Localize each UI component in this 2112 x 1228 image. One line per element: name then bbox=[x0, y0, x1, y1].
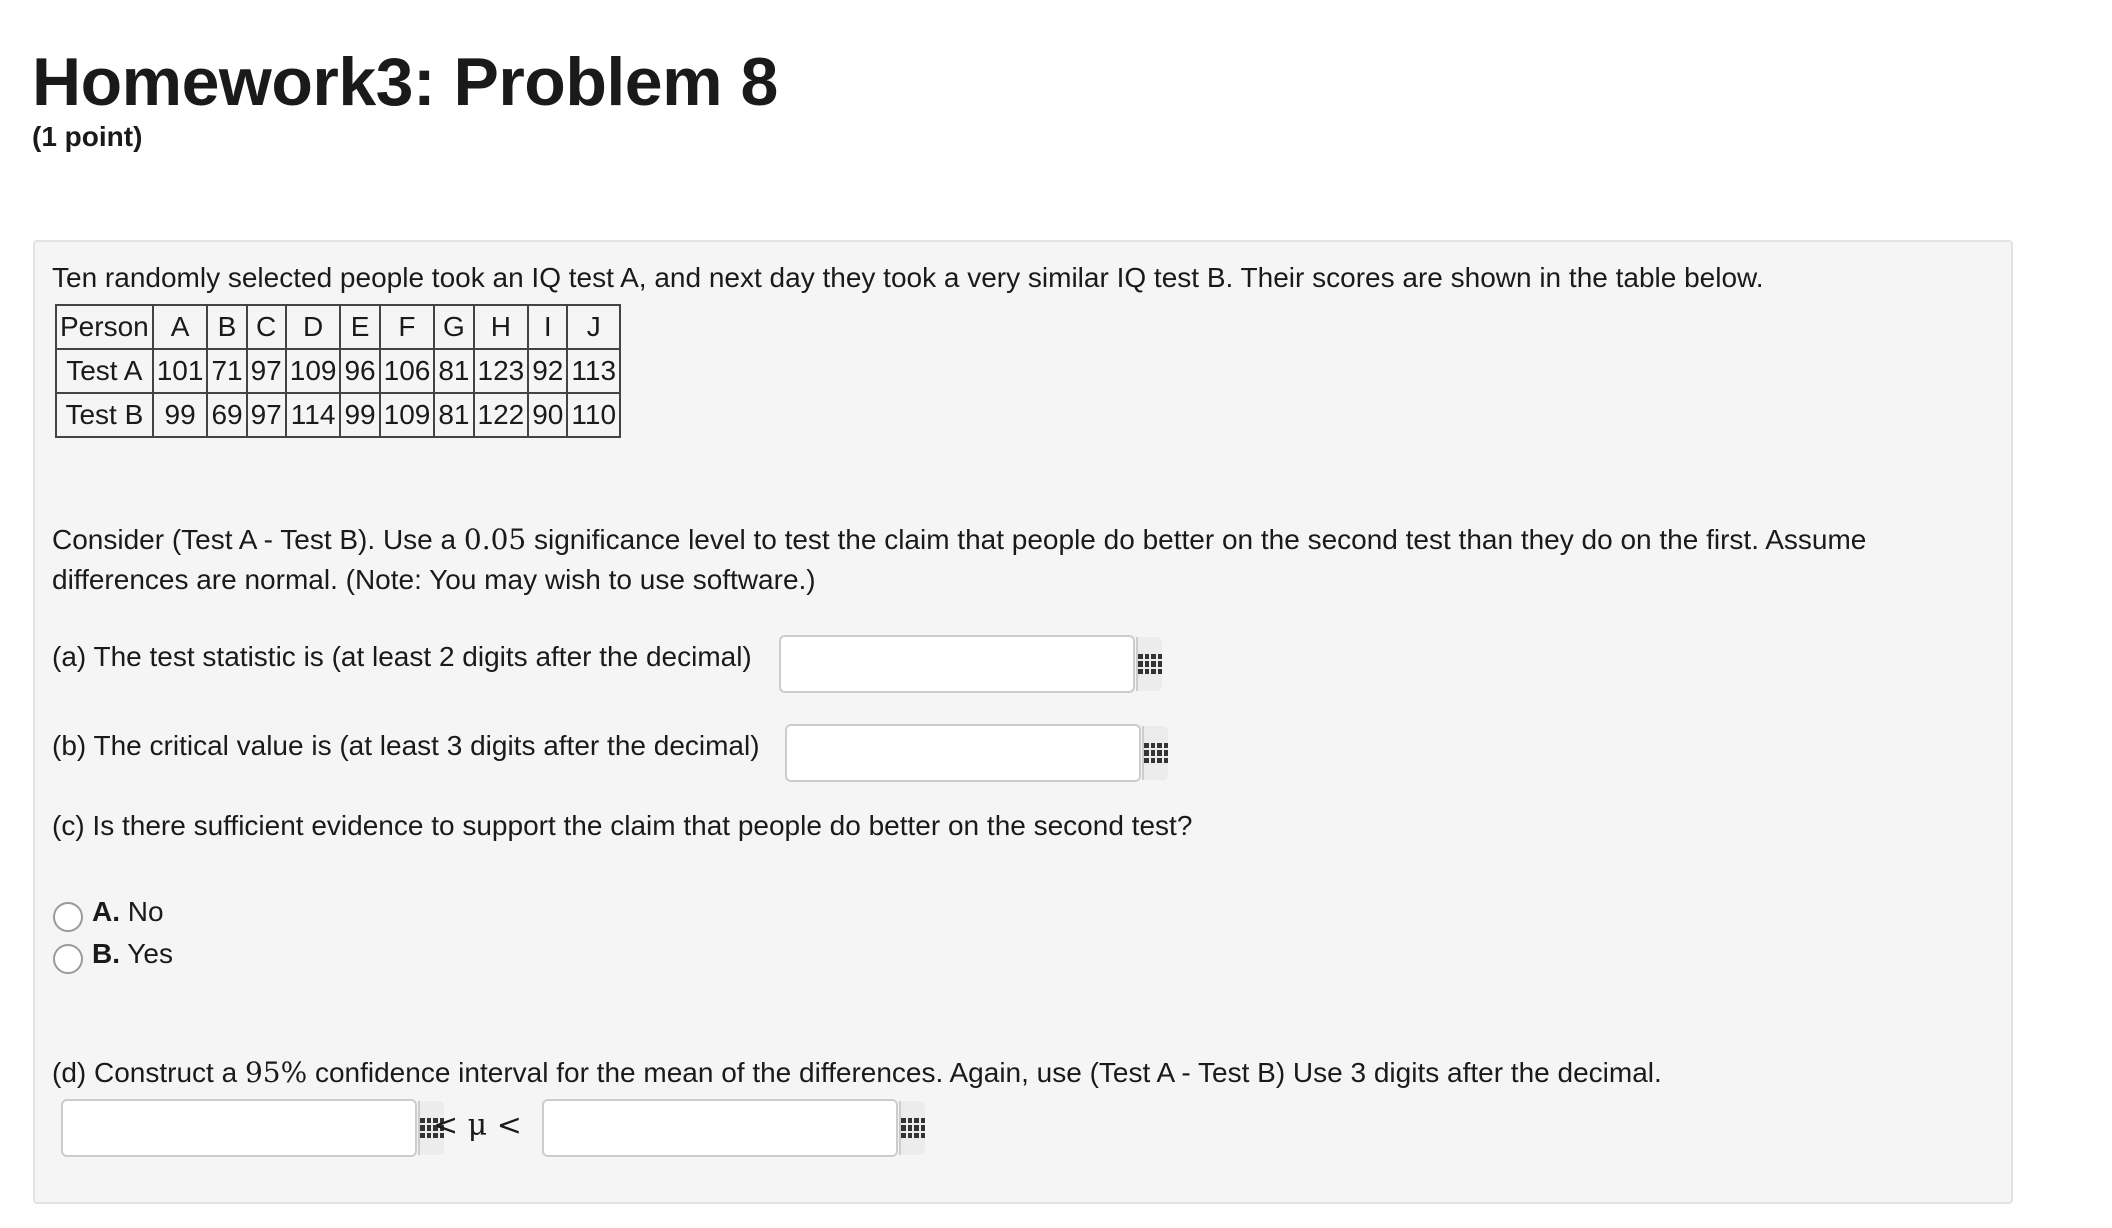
table-header-cell: A bbox=[153, 305, 208, 349]
table-cell: 109 bbox=[286, 349, 341, 393]
consider-text-line2: differences are normal. (Note: You may wish to use software.) bbox=[52, 564, 816, 595]
table-cell: 90 bbox=[528, 393, 567, 437]
equation-editor-button[interactable] bbox=[899, 1101, 925, 1155]
table-header-cell: J bbox=[567, 305, 620, 349]
option-a-label[interactable] bbox=[92, 894, 164, 930]
table-cell: 114 bbox=[286, 393, 341, 437]
confidence-level: 95% bbox=[244, 1056, 308, 1089]
table-cell: 71 bbox=[207, 349, 246, 393]
part-b-label: (b) The critical value is (at least 3 digits after the decimal) bbox=[52, 730, 760, 761]
significance-level: 0.05 bbox=[463, 523, 527, 556]
interval-lower-input[interactable] bbox=[63, 1101, 418, 1155]
table-header-cell: C bbox=[247, 305, 286, 349]
option-b-letter: B. bbox=[92, 938, 120, 969]
test-statistic-answer bbox=[779, 635, 1135, 693]
consider-text-post: significance level to test the claim that people do better on the second test than they do on the first. Assume bbox=[526, 524, 1867, 555]
table-cell: 97 bbox=[247, 393, 286, 437]
table-cell: 101 bbox=[153, 349, 208, 393]
table-cell: 109 bbox=[380, 393, 435, 437]
option-b-text: Yes bbox=[127, 938, 173, 969]
option-a-radio[interactable] bbox=[53, 902, 83, 932]
consider-text-line1 bbox=[52, 520, 1866, 560]
table-row bbox=[56, 393, 620, 437]
table-header-cell: E bbox=[340, 305, 379, 349]
table-cell: 92 bbox=[528, 349, 567, 393]
problem-points: (1 point) bbox=[32, 121, 143, 152]
critical-value-answer bbox=[785, 724, 1141, 782]
table-cell: 96 bbox=[340, 349, 379, 393]
option-b-label[interactable] bbox=[92, 936, 173, 972]
table-cell: 69 bbox=[207, 393, 246, 437]
table-cell: 97 bbox=[247, 349, 286, 393]
part-d-pre: (d) Construct a bbox=[52, 1057, 245, 1088]
table-cell: Test B bbox=[56, 393, 153, 437]
table-header-cell: H bbox=[474, 305, 529, 349]
option-a-letter: A. bbox=[92, 896, 120, 927]
test-statistic-input[interactable] bbox=[781, 637, 1136, 691]
table-cell: 122 bbox=[474, 393, 529, 437]
part-d-label bbox=[52, 1053, 1662, 1093]
table-header-row bbox=[56, 305, 620, 349]
table-header-cell: I bbox=[528, 305, 567, 349]
table-cell: 81 bbox=[434, 393, 473, 437]
interval-lower-answer bbox=[61, 1099, 417, 1157]
table-header-cell: Person bbox=[56, 305, 153, 349]
table-cell: 113 bbox=[567, 349, 620, 393]
table-cell: 106 bbox=[380, 349, 435, 393]
table-header-cell: G bbox=[434, 305, 473, 349]
table-cell: 123 bbox=[474, 349, 529, 393]
consider-text-pre: Consider (Test A - Test B). Use a bbox=[52, 524, 464, 555]
interval-upper-input[interactable] bbox=[544, 1101, 899, 1155]
table-header-cell: D bbox=[286, 305, 341, 349]
table-cell: 99 bbox=[340, 393, 379, 437]
grid-icon bbox=[901, 1118, 925, 1138]
part-c-label: (c) Is there sufficient evidence to support the claim that people do better on the second test? bbox=[52, 810, 1193, 841]
table-header-cell: F bbox=[380, 305, 435, 349]
option-a-text: No bbox=[127, 896, 164, 927]
part-a-label: (a) The test statistic is (at least 2 digits after the decimal) bbox=[52, 641, 752, 672]
interval-upper-answer bbox=[542, 1099, 898, 1157]
part-d-post: confidence interval for the mean of the differences. Again, use (Test A - Test B) Use 3 digits after the decimal. bbox=[307, 1057, 1662, 1088]
option-b-radio[interactable] bbox=[53, 944, 83, 974]
grid-icon bbox=[1138, 654, 1162, 674]
table-cell: 99 bbox=[153, 393, 208, 437]
table-cell: 81 bbox=[434, 349, 473, 393]
grid-icon bbox=[1144, 743, 1168, 763]
equation-editor-button[interactable] bbox=[1142, 726, 1168, 780]
table-header-cell: B bbox=[207, 305, 246, 349]
table-row bbox=[56, 349, 620, 393]
critical-value-input[interactable] bbox=[787, 726, 1142, 780]
table-cell: Test A bbox=[56, 349, 153, 393]
table-cell: 110 bbox=[567, 393, 620, 437]
equation-editor-button[interactable] bbox=[1136, 637, 1162, 691]
mu-inequality: < μ < bbox=[433, 1108, 522, 1143]
page-title: Homework3: Problem 8 bbox=[32, 44, 778, 120]
problem-intro: Ten randomly selected people took an IQ test A, and next day they took a very similar IQ test B. Their scores are shown in the table below. bbox=[52, 262, 1764, 293]
problem-panel bbox=[33, 240, 2013, 1204]
scores-table bbox=[55, 304, 621, 438]
